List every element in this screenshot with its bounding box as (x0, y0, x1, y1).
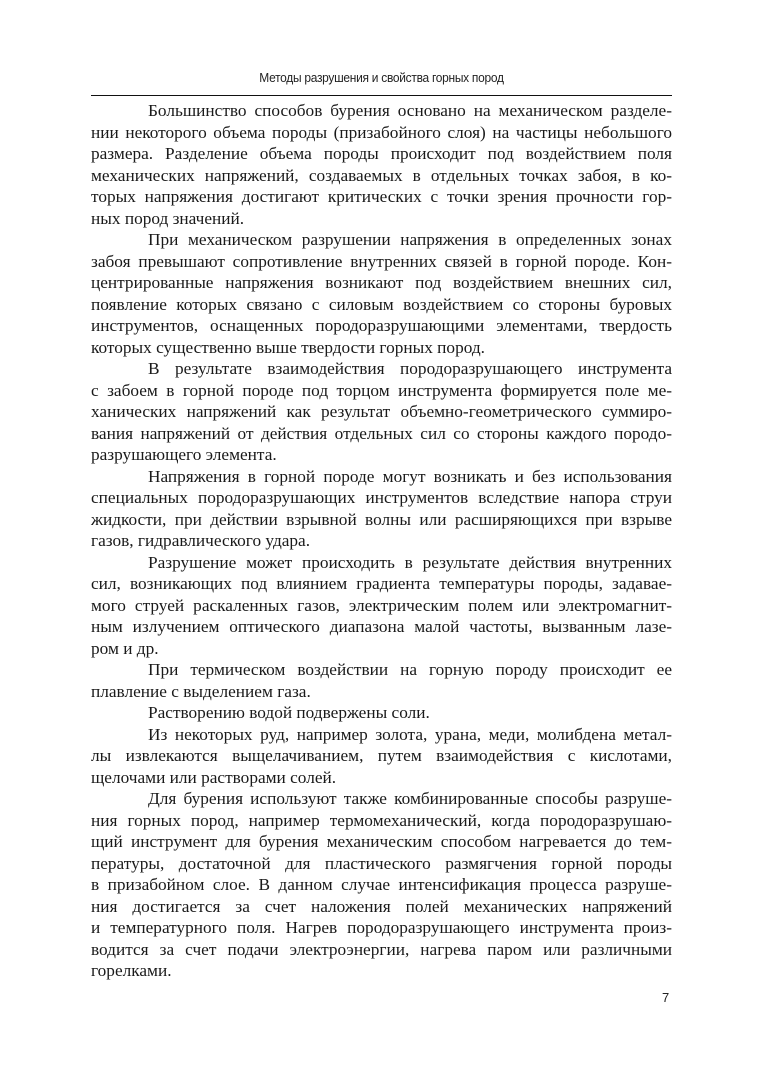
text-line: механических напряжений, создаваемых в отдельных точках забоя, в ко- (91, 165, 672, 185)
text-line: сил, возникающих под влиянием градиента температуры породы, задавае- (91, 574, 672, 593)
text-line: Напряжения в горной породе могут возникать и без использования (148, 466, 672, 486)
text-line: центрированные напряжения возникают под воздействием внешних сил, (91, 273, 672, 292)
text-line: мого струей раскаленных газов, электрическим полем или электромагнит- (91, 595, 672, 615)
paragraph (91, 358, 672, 466)
running-header: Методы разрушения и свойства горных пород (259, 70, 504, 85)
text-line: и температурного поля. Нагрев породоразрушающего инструмента произ- (91, 918, 672, 937)
paragraph (91, 788, 672, 982)
body-text (91, 100, 672, 982)
text-line: ханических напряжений как результат объемно-геометрического суммиро- (91, 402, 672, 421)
text-line: Для бурения используют также комбинированные способы разруше- (148, 789, 672, 808)
text-line: Разрушение может происходить в результате действия внутренних (148, 552, 672, 572)
text-line: ром и др. (91, 638, 159, 658)
text-line: ных пород значений. (91, 208, 245, 228)
text-line: щелочами или растворами солей. (91, 767, 337, 787)
text-line: газов, гидравлического удара. (91, 531, 311, 550)
text-line: водится за счет подачи электроэнергии, нагрева паром или различными (91, 939, 672, 959)
text-line: в призабойном слое. В данном случае интенсификация процесса разруше- (91, 875, 672, 894)
text-line: специальных породоразрушающих инструментов вследствие напора струи (91, 488, 672, 507)
text-line: забоя превышают сопротивление внутренних связей в горной породе. Кон- (91, 251, 672, 271)
paragraph (91, 229, 672, 358)
text-line: В результате взаимодействия породоразрушающего инструмента (148, 359, 672, 378)
text-line: торых напряжения достигают критических с точки зрения прочности гор- (91, 187, 672, 206)
text-line: горелками. (91, 961, 172, 980)
text-line: ным излучением оптического диапазона малой частоты, вызванным лазе- (91, 617, 672, 636)
text-line: плавление с выделением газа. (91, 681, 311, 701)
paragraph (91, 724, 672, 789)
text-line: разрушающего элемента. (91, 445, 277, 464)
text-line: При механическом разрушении напряжения в определенных зонах (148, 230, 672, 249)
text-line: жидкости, при действии взрывной волны или расширяющихся при взрыве (91, 509, 672, 529)
paragraph (91, 552, 672, 660)
text-line: Растворению водой подвержены соли. (148, 703, 430, 722)
text-line: Большинство способов бурения основано на механическом разделе- (148, 101, 672, 120)
text-line: вания напряжений от действия отдельных сил со стороны каждого породо- (91, 423, 672, 443)
text-line: ния достигается за счет наложения полей механических напряжений (91, 896, 672, 916)
page-number: 7 (662, 990, 670, 1005)
text-line: При термическом воздействии на горную породу происходит ее (148, 660, 672, 679)
text-line: пературы, достаточной для пластического размягчения горной породы (91, 853, 672, 873)
paragraph (91, 702, 672, 724)
paragraph (91, 100, 672, 229)
paragraph (91, 659, 672, 702)
paragraph (91, 466, 672, 552)
text-line: щий инструмент для бурения механическим способом нагревается до тем- (91, 832, 672, 851)
header-rule (91, 95, 672, 96)
text-line: лы извлекаются выщелачиванием, путем взаимодействия с кислотами, (91, 746, 672, 765)
text-line: Из некоторых руд, например золота, урана, меди, молибдена метал- (148, 724, 672, 744)
text-line: которых существенно выше твердости горных пород. (91, 337, 485, 357)
text-line: инструментов, оснащенных породоразрушающими элементами, твердость (91, 316, 672, 335)
text-line: размера. Разделение объема породы происходит под воздействием поля (91, 144, 672, 163)
text-line: нии некоторого объема породы (призабойного слоя) на частицы небольшого (91, 122, 672, 142)
text-line: ния горных пород, например термомеханический, когда породоразрушаю- (91, 810, 672, 830)
text-line: появление которых связано с силовым воздействием со стороны буровых (91, 294, 672, 314)
text-line: с забоем в горной породе под торцом инструмента формируется поле ме- (91, 380, 672, 400)
